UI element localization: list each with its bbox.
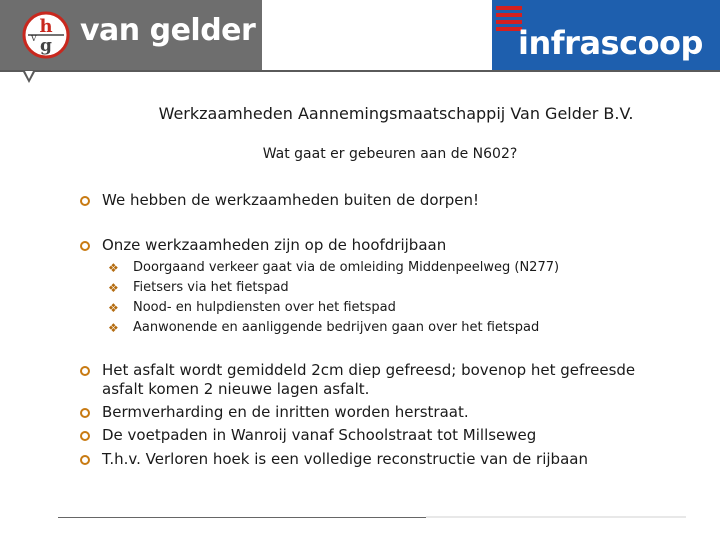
svg-text:h: h xyxy=(39,16,53,37)
svg-text:v: v xyxy=(31,33,37,44)
diamond-bullet-icon: ❖ xyxy=(108,261,119,275)
bullet-text: asfalt komen 2 nieuwe lagen asfalt. xyxy=(102,380,370,398)
bullet-ring-icon xyxy=(80,366,90,376)
bullet-ring-icon xyxy=(80,431,90,441)
slide-subtitle xyxy=(0,146,720,162)
bullet-text: Bermverharding en de inritten worden herstraat. xyxy=(102,403,469,421)
bullet-text: T.h.v. Verloren hoek is een volledige reconstructie van de rijbaan xyxy=(102,450,588,468)
van-gelder-logo-text: van gelder xyxy=(80,13,256,48)
bullet-text: Het asfalt wordt gemiddeld 2cm diep gefreesd; bovenop het gefreesde xyxy=(102,361,636,379)
footer-rule-light xyxy=(426,516,686,518)
bullet-ring-icon xyxy=(80,241,90,251)
sub-bullet-text: Aanwonende en aanliggende bedrijven gaan over het fietspad xyxy=(133,320,540,335)
sub-bullet-text: Fietsers via het fietspad xyxy=(133,280,289,295)
header-banner xyxy=(0,0,720,72)
infrascoop-logo-text: infrascoop xyxy=(518,24,703,62)
banner-divider xyxy=(0,70,720,85)
slide-subtitle-text: Wat gaat er gebeuren aan de N602? xyxy=(262,146,518,162)
sub-bullet-text: Nood- en hulpdiensten over het fietspad xyxy=(133,300,396,315)
slide-title-text: Werkzaamheden Aannemingsmaatschappij Van Gelder B.V. xyxy=(158,104,634,123)
slide-title xyxy=(0,104,720,123)
van-gelder-logo-icon xyxy=(22,10,70,60)
diamond-bullet-icon: ❖ xyxy=(108,281,119,295)
diamond-bullet-icon: ❖ xyxy=(108,301,119,315)
bullet-text: De voetpaden in Wanroij vanaf Schoolstraat tot Millseweg xyxy=(102,426,537,444)
diamond-bullet-icon: ❖ xyxy=(108,321,119,335)
sub-bullet-text: Doorgaand verkeer gaat via de omleiding Middenpeelweg (N277) xyxy=(133,260,560,275)
footer-rule xyxy=(58,517,426,518)
svg-text:g: g xyxy=(40,36,52,56)
bullet-ring-icon xyxy=(80,408,90,418)
bullet-ring-icon xyxy=(80,455,90,465)
bullet-text: Onze werkzaamheden zijn op de hoofdrijbaan xyxy=(102,236,447,254)
bullet-ring-icon xyxy=(80,196,90,206)
banner-spacer xyxy=(262,0,492,70)
bullet-text: We hebben de werkzaamheden buiten de dorpen! xyxy=(102,191,479,209)
van-gelder-panel xyxy=(0,0,262,70)
